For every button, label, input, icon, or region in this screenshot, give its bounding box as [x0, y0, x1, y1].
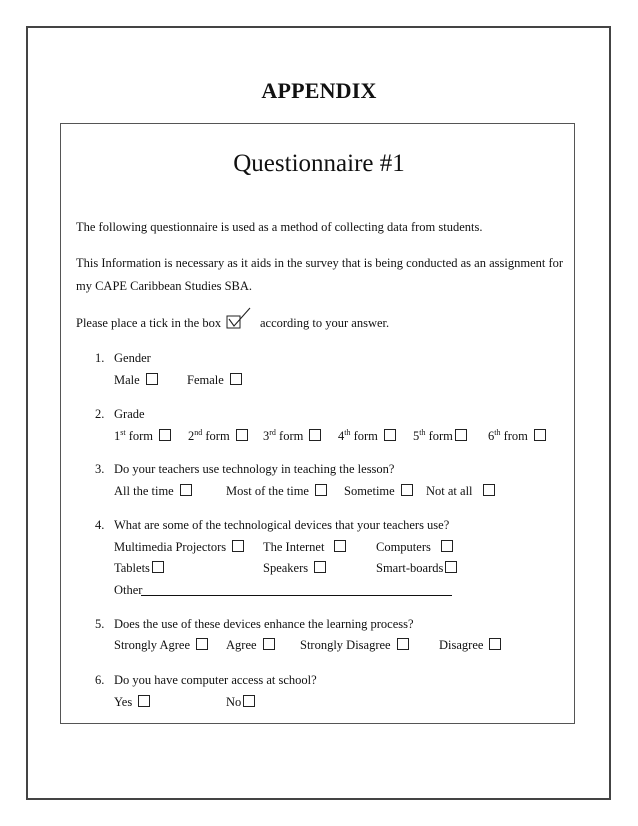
- checkbox[interactable]: [146, 373, 158, 385]
- checkbox[interactable]: [236, 429, 248, 441]
- questionnaire-title: Questionnaire #1: [233, 150, 405, 177]
- q6-option-no[interactable]: No: [226, 695, 255, 710]
- checkbox[interactable]: [441, 540, 453, 552]
- checkbox[interactable]: [243, 695, 255, 707]
- q3-option-all[interactable]: All the time: [114, 484, 192, 499]
- checkbox[interactable]: [489, 638, 501, 650]
- q5-number: 5.: [95, 617, 105, 631]
- q3-option-not-at-all[interactable]: Not at all: [426, 484, 495, 499]
- q4-option-computers[interactable]: Computers: [376, 540, 453, 555]
- q4-option-tablets[interactable]: Tablets: [114, 561, 164, 576]
- checkbox[interactable]: [483, 484, 495, 496]
- checkbox[interactable]: [315, 484, 327, 496]
- q4-number: 4.: [95, 518, 105, 532]
- q4-other-input-line[interactable]: [141, 595, 452, 596]
- q2-option-3[interactable]: 3rd form: [263, 429, 321, 444]
- q6-number: 6.: [95, 673, 105, 687]
- checkbox[interactable]: [232, 540, 244, 552]
- checkbox[interactable]: [138, 695, 150, 707]
- checkbox[interactable]: [309, 429, 321, 441]
- questionnaire-box: [60, 123, 575, 724]
- q2-option-2[interactable]: 2nd form: [188, 429, 248, 444]
- checkbox[interactable]: [230, 373, 242, 385]
- q5-option-agree[interactable]: Agree: [226, 638, 275, 653]
- q2-option-5[interactable]: 5th form: [413, 429, 467, 444]
- q4-option-smartboards[interactable]: Smart-boards: [376, 561, 457, 576]
- checkbox[interactable]: [534, 429, 546, 441]
- q1-option-female[interactable]: Female: [187, 373, 242, 388]
- checkbox[interactable]: [314, 561, 326, 573]
- checkbox[interactable]: [384, 429, 396, 441]
- checkbox[interactable]: [334, 540, 346, 552]
- q2-number: 2.: [95, 407, 105, 421]
- q3-question: Do your teachers use technology in teaching the lesson?: [114, 462, 395, 476]
- q5-option-disagree[interactable]: Disagree: [439, 638, 501, 653]
- q4-other-label: Other: [114, 583, 143, 597]
- checkbox[interactable]: [152, 561, 164, 573]
- q2-option-6[interactable]: 6th from: [488, 429, 546, 444]
- appendix-title: APPENDIX: [261, 78, 377, 103]
- instruction-after: according to your answer.: [260, 316, 390, 330]
- checkbox[interactable]: [401, 484, 413, 496]
- q2-question: Grade: [114, 407, 145, 421]
- q6-option-yes[interactable]: Yes: [114, 695, 150, 710]
- q4-option-internet[interactable]: The Internet: [263, 540, 346, 555]
- checkbox[interactable]: [445, 561, 457, 573]
- checkbox[interactable]: [159, 429, 171, 441]
- checkbox[interactable]: [397, 638, 409, 650]
- q5-option-strongly-agree[interactable]: Strongly Agree: [114, 638, 208, 653]
- q3-number: 3.: [95, 462, 105, 476]
- q2-option-1[interactable]: 1st form: [114, 429, 171, 444]
- q1-option-male[interactable]: Male: [114, 373, 158, 388]
- q4-question: What are some of the technological devices that your teachers use?: [114, 518, 450, 532]
- instruction-before: Please place a tick in the box: [76, 316, 222, 330]
- q5-option-strongly-disagree[interactable]: Strongly Disagree: [300, 638, 409, 653]
- q4-option-projectors[interactable]: Multimedia Projectors: [114, 540, 244, 555]
- q3-option-most[interactable]: Most of the time: [226, 484, 327, 499]
- checkbox[interactable]: [263, 638, 275, 650]
- q1-question: Gender: [114, 351, 151, 365]
- checkbox[interactable]: [180, 484, 192, 496]
- intro-line-1: The following questionnaire is used as a method of collecting data from students.: [76, 220, 483, 234]
- q3-option-sometime[interactable]: Sometime: [344, 484, 413, 499]
- q6-question: Do you have computer access at school?: [114, 673, 317, 687]
- q5-question: Does the use of these devices enhance the learning process?: [114, 617, 414, 631]
- q4-option-speakers[interactable]: Speakers: [263, 561, 326, 576]
- intro-line-2a: This Information is necessary as it aids in the survey that is being conducted as an assignment for: [76, 256, 564, 270]
- intro-line-2b: my CAPE Caribbean Studies SBA.: [76, 279, 253, 293]
- q1-number: 1.: [95, 351, 105, 365]
- tick-example-icon: [226, 307, 252, 329]
- checkbox[interactable]: [455, 429, 467, 441]
- checkbox[interactable]: [196, 638, 208, 650]
- q2-option-4[interactable]: 4th form: [338, 429, 396, 444]
